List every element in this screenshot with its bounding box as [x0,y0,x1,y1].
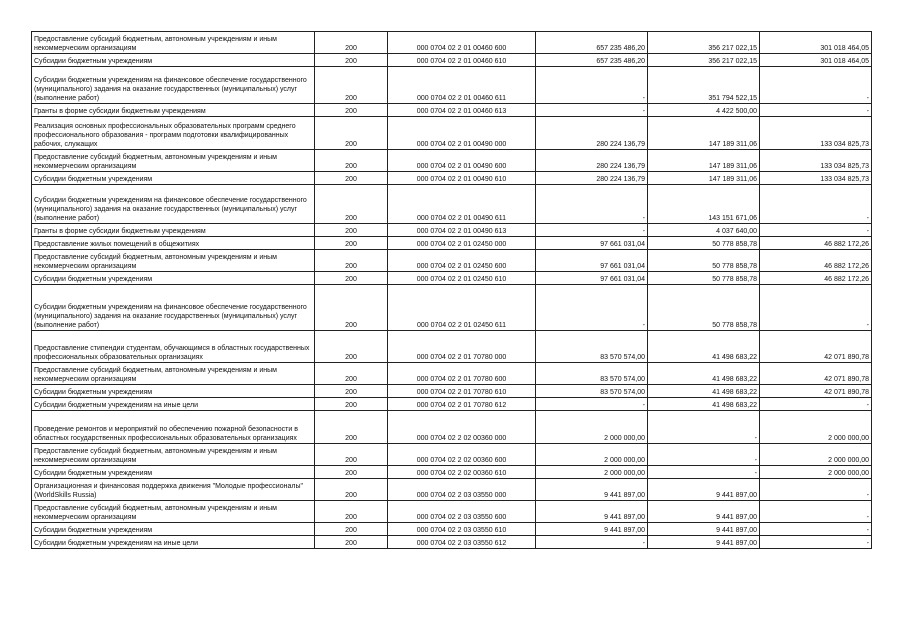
row-value-3: 42 071 890,78 [760,385,872,398]
row-value-1: - [536,185,648,224]
row-value-1: 97 661 031,04 [536,250,648,272]
row-value-1: 2 000 000,00 [536,466,648,479]
row-value-1: - [536,67,648,104]
table-row [32,224,872,237]
table-row [32,536,872,549]
row-name: Реализация основных профессиональных образовательных программ среднего профессионального образования - программ подготовки квалифицированных рабочих, служащих [32,117,315,150]
row-code: 200 [315,67,388,104]
row-value-1: - [536,398,648,411]
row-code: 200 [315,411,388,444]
row-code: 200 [315,398,388,411]
row-code: 200 [315,479,388,501]
row-name: Субсидии бюджетным учреждениям на иные цели [32,398,315,411]
row-value-1: 280 224 136,79 [536,117,648,150]
row-value-2: 4 037 640,00 [648,224,760,237]
row-name: Субсидии бюджетным учреждениям [32,172,315,185]
row-code: 200 [315,237,388,250]
row-value-2: 41 498 683,22 [648,385,760,398]
row-value-1: 9 441 897,00 [536,479,648,501]
table-row [32,104,872,117]
row-name: Гранты в форме субсидии бюджетным учреждениям [32,104,315,117]
table-row [32,117,872,150]
row-kcsr: 000 0704 02 2 01 70780 600 [388,363,536,385]
row-kcsr: 000 0704 02 2 01 70780 612 [388,398,536,411]
row-name: Предоставление субсидий бюджетным, автономным учреждениям и иным некоммерческим организациям [32,150,315,172]
row-value-3: - [760,285,872,331]
row-code: 200 [315,117,388,150]
row-value-2: 41 498 683,22 [648,331,760,363]
row-code: 200 [315,185,388,224]
row-name: Предоставление субсидий бюджетным, автономным учреждениям и иным некоммерческим организациям [32,32,315,54]
row-value-2: 9 441 897,00 [648,479,760,501]
row-code: 200 [315,363,388,385]
row-kcsr: 000 0704 02 2 01 70780 610 [388,385,536,398]
table-row [32,466,872,479]
table-row [32,501,872,523]
table-row [32,331,872,363]
row-name: Субсидии бюджетным учреждениям [32,466,315,479]
row-name: Организационная и финансовая поддержка движения "Молодые профессионалы" (WorldSkills Russia) [32,479,315,501]
row-value-1: 2 000 000,00 [536,411,648,444]
row-value-2: 147 189 311,06 [648,172,760,185]
row-value-1: - [536,224,648,237]
row-value-2: 41 498 683,22 [648,398,760,411]
row-value-3: - [760,501,872,523]
row-kcsr: 000 0704 02 2 01 00490 600 [388,150,536,172]
row-kcsr: 000 0704 02 2 03 03550 610 [388,523,536,536]
row-value-2: 147 189 311,06 [648,150,760,172]
row-kcsr: 000 0704 02 2 01 02450 611 [388,285,536,331]
table-row [32,150,872,172]
row-code: 200 [315,444,388,466]
row-value-1: 2 000 000,00 [536,444,648,466]
table-row [32,285,872,331]
row-value-3: 301 018 464,05 [760,32,872,54]
row-value-3: - [760,224,872,237]
budget-table-body [32,32,872,549]
table-row [32,385,872,398]
row-code: 200 [315,285,388,331]
row-name: Предоставление субсидий бюджетным, автономным учреждениям и иным некоммерческим организациям [32,250,315,272]
row-name: Субсидии бюджетным учреждениям [32,272,315,285]
row-value-1: 9 441 897,00 [536,501,648,523]
row-name: Гранты в форме субсидии бюджетным учреждениям [32,224,315,237]
row-value-3: - [760,104,872,117]
row-value-3: 42 071 890,78 [760,363,872,385]
row-value-1: 83 570 574,00 [536,331,648,363]
row-value-1: 280 224 136,79 [536,150,648,172]
row-value-2: 9 441 897,00 [648,536,760,549]
row-value-1: - [536,285,648,331]
row-value-3: 133 034 825,73 [760,117,872,150]
row-value-3: 2 000 000,00 [760,466,872,479]
table-row [32,523,872,536]
table-row [32,185,872,224]
row-name: Субсидии бюджетным учреждениям [32,54,315,67]
row-value-3: 46 882 172,26 [760,250,872,272]
row-value-3: 2 000 000,00 [760,411,872,444]
row-kcsr: 000 0704 02 2 01 02450 600 [388,250,536,272]
row-name: Субсидии бюджетным учреждениям [32,523,315,536]
row-kcsr: 000 0704 02 2 01 70780 000 [388,331,536,363]
row-kcsr: 000 0704 02 2 01 00460 613 [388,104,536,117]
row-value-2: - [648,444,760,466]
row-value-1: 9 441 897,00 [536,523,648,536]
row-value-1: - [536,536,648,549]
row-code: 200 [315,272,388,285]
row-value-2: - [648,411,760,444]
row-name: Субсидии бюджетным учреждениям [32,385,315,398]
row-code: 200 [315,331,388,363]
row-value-2: - [648,466,760,479]
row-value-1: 97 661 031,04 [536,237,648,250]
row-value-3: 133 034 825,73 [760,172,872,185]
row-name: Субсидии бюджетным учреждениям на финансовое обеспечение государственного (муниципального) задания на оказание государственных (муниципальных) услуг (выполнение работ) [32,285,315,331]
row-value-3: - [760,523,872,536]
row-value-2: 147 189 311,06 [648,117,760,150]
row-code: 200 [315,104,388,117]
table-row [32,237,872,250]
row-name: Субсидии бюджетным учреждениям на финансовое обеспечение государственного (муниципального) задания на оказание государственных (муниципальных) услуг (выполнение работ) [32,67,315,104]
row-value-3: 133 034 825,73 [760,150,872,172]
row-value-1: 280 224 136,79 [536,172,648,185]
table-row [32,67,872,104]
row-kcsr: 000 0704 02 2 03 03550 612 [388,536,536,549]
row-value-3: - [760,479,872,501]
row-value-2: 356 217 022,15 [648,32,760,54]
row-code: 200 [315,523,388,536]
row-value-2: 50 778 858,78 [648,272,760,285]
row-value-2: 351 794 522,15 [648,67,760,104]
row-value-2: 50 778 858,78 [648,250,760,272]
row-value-2: 356 217 022,15 [648,54,760,67]
table-row [32,398,872,411]
row-kcsr: 000 0704 02 2 01 00490 613 [388,224,536,237]
row-name: Предоставление субсидий бюджетным, автономным учреждениям и иным некоммерческим организациям [32,363,315,385]
row-kcsr: 000 0704 02 2 01 00460 610 [388,54,536,67]
row-kcsr: 000 0704 02 2 01 00490 000 [388,117,536,150]
row-code: 200 [315,385,388,398]
row-code: 200 [315,466,388,479]
row-code: 200 [315,54,388,67]
row-code: 200 [315,32,388,54]
row-value-3: - [760,398,872,411]
row-kcsr: 000 0704 02 2 01 00490 611 [388,185,536,224]
row-code: 200 [315,250,388,272]
row-value-1: - [536,104,648,117]
row-kcsr: 000 0704 02 2 01 00460 600 [388,32,536,54]
row-value-2: 50 778 858,78 [648,285,760,331]
row-kcsr: 000 0704 02 2 01 00460 611 [388,67,536,104]
row-value-1: 657 235 486,20 [536,32,648,54]
table-row [32,272,872,285]
row-code: 200 [315,150,388,172]
row-name: Предоставление жилых помещений в общежитиях [32,237,315,250]
row-kcsr: 000 0704 02 2 02 00360 600 [388,444,536,466]
row-code: 200 [315,224,388,237]
row-value-3: - [760,185,872,224]
row-value-2: 143 151 671,06 [648,185,760,224]
table-row [32,32,872,54]
row-value-1: 83 570 574,00 [536,385,648,398]
row-name: Предоставление субсидий бюджетным, автономным учреждениям и иным некоммерческим организациям [32,501,315,523]
row-value-3: 2 000 000,00 [760,444,872,466]
table-row [32,172,872,185]
budget-table [31,31,872,549]
row-code: 200 [315,536,388,549]
row-name: Проведение ремонтов и мероприятий по обеспечению пожарной безопасности в областных государственных профессиональных образовательных организациях [32,411,315,444]
row-value-1: 657 235 486,20 [536,54,648,67]
row-code: 200 [315,501,388,523]
row-kcsr: 000 0704 02 2 02 00360 610 [388,466,536,479]
row-value-3: 46 882 172,26 [760,237,872,250]
row-kcsr: 000 0704 02 2 01 02450 000 [388,237,536,250]
row-value-2: 9 441 897,00 [648,501,760,523]
row-name: Субсидии бюджетным учреждениям на финансовое обеспечение государственного (муниципального) задания на оказание государственных (муниципальных) услуг (выполнение работ) [32,185,315,224]
row-name: Предоставление субсидий бюджетным, автономным учреждениям и иным некоммерческим организациям [32,444,315,466]
row-kcsr: 000 0704 02 2 02 00360 000 [388,411,536,444]
row-value-3: 46 882 172,26 [760,272,872,285]
row-value-2: 4 422 500,00 [648,104,760,117]
table-row [32,411,872,444]
table-row [32,250,872,272]
table-row [32,444,872,466]
table-row [32,54,872,67]
row-kcsr: 000 0704 02 2 01 00490 610 [388,172,536,185]
row-name: Субсидии бюджетным учреждениям на иные цели [32,536,315,549]
row-kcsr: 000 0704 02 2 03 03550 600 [388,501,536,523]
table-row [32,363,872,385]
row-code: 200 [315,172,388,185]
row-value-2: 50 778 858,78 [648,237,760,250]
table-row [32,479,872,501]
row-value-3: - [760,67,872,104]
row-value-2: 41 498 683,22 [648,363,760,385]
row-value-2: 9 441 897,00 [648,523,760,536]
row-value-3: 42 071 890,78 [760,331,872,363]
row-value-1: 83 570 574,00 [536,363,648,385]
row-value-3: - [760,536,872,549]
row-kcsr: 000 0704 02 2 01 02450 610 [388,272,536,285]
row-value-1: 97 661 031,04 [536,272,648,285]
row-name: Предоставление стипендии студентам, обучающимся в областных государственных профессиональных образовательных организациях [32,331,315,363]
row-kcsr: 000 0704 02 2 03 03550 000 [388,479,536,501]
row-value-3: 301 018 464,05 [760,54,872,67]
